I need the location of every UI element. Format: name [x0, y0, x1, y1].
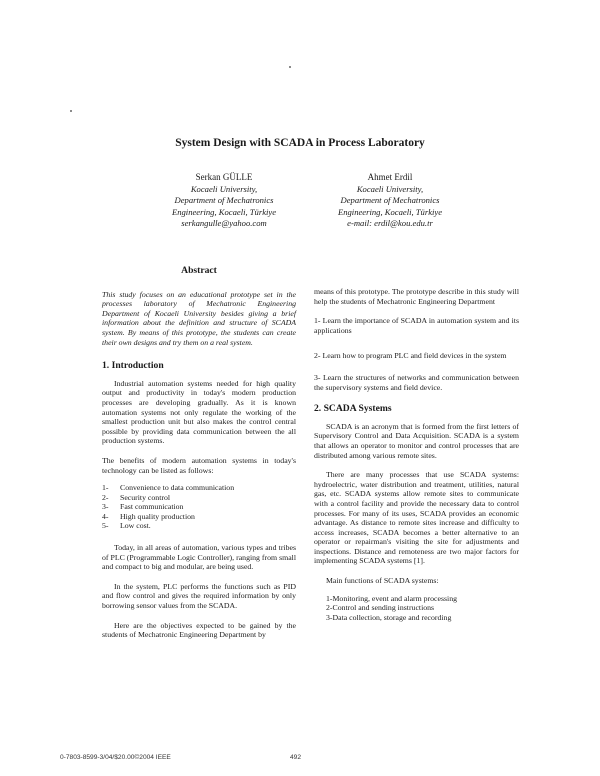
abstract-text: This study focuses on an educational prototype set in the processes laboratory of Mechatronic Engineering Department of Kocaeli University besides giving a brief information about the definition and structure of SCADA system. By means of this prototype, the students can create their own designs and try them on a real system. [102, 289, 296, 347]
right-column [314, 287, 519, 622]
left-column [102, 266, 296, 640]
list-item: 5- Low cost. [102, 521, 151, 531]
scada-paragraph-1: SCADA is an acronym that is formed from the first letters of Supervisory Control and Data Acquisition. SCADA is a system that allows an operator to monitor and control processes that are distributed among various remote sites. [314, 421, 519, 460]
list-item: 2- Security control [102, 492, 171, 502]
objective-3: 3- Learn the structures of networks and communication between the supervisory systems and field device. [314, 372, 519, 392]
list-item: 1- Convenience to data communication [102, 483, 235, 493]
objectives-intro: means of this prototype. The prototype describe in this study will help the students of Mechatronic Engineering Department [314, 287, 519, 306]
author-name: Serkan GÜLLE [195, 172, 253, 182]
intro-paragraph-2: The benefits of modern automation systems in today's technology can be listed as follows: [102, 455, 296, 475]
scan-speck [289, 66, 291, 68]
scada-paragraph-2: There are many processes that use SCADA systems: hydroelectric, water distribution and treatment, utilities, natural gas, etc. SCADA systems allow remote sites to communicate with a control facility and provide the necessary data to control processes. For many of its uses, SCADA provides an economic advantage. As distance to remote sites increase and difficulty to access increases, SCADA becomes a better alternative to an operator or repairman's visiting the site for adjustments and inspections. Distance and remoteness are two major factors for implementing SCADA systems [1]. [314, 470, 519, 566]
list-item: 2-Control and sending instructions [326, 603, 435, 613]
list-item: 3-Data collection, storage and recording [326, 612, 452, 622]
list-item: 1-Monitoring, event and alarm processing [326, 593, 457, 603]
intro-paragraph-1: Industrial automation systems needed for high quality output and productivity in today's modern production processes are developing gradually. As it is known automation systems not only regulate the working of the smallest production unit but also makes the control central possible by providing data communication between the all production systems. [102, 378, 296, 446]
paper-title: System Design with SCADA in Process Laboratory [175, 137, 425, 149]
intro-paragraph-5: Here are the objectives expected to be gained by the students of Mechatronic Engineering Department by [102, 620, 296, 640]
intro-heading: 1. Introduction [102, 360, 164, 372]
author-department: Department of Mechatronics [340, 195, 440, 205]
intro-paragraph-4: In the system, PLC performs the functions such as PID and flow control and gives the required information by only borrowing sensor values from the SCADA. [102, 581, 296, 611]
functions-list [326, 594, 519, 623]
intro-paragraph-3: Today, in all areas of automation, various types and tribes of PLC (Programmable Logic Controller), ranging from small and compact to big and modular, are being used. [102, 543, 296, 572]
author-affiliation: Kocaeli University, [356, 183, 424, 194]
benefits-list [102, 483, 296, 531]
author-department: Department of Mechatronics [174, 195, 274, 205]
objective-2: 2- Learn how to program PLC and field devices in the system [314, 351, 507, 361]
author-name: Ahmet Erdil [367, 172, 413, 182]
author-location: Engineering, Kocaeli, Türkiye [171, 206, 277, 217]
abstract-heading: Abstract [181, 265, 217, 276]
author-location: Engineering, Kocaeli, Türkiye [337, 206, 443, 217]
objective-1: 1- Learn the importance of SCADA in automation system and its applications [314, 316, 519, 335]
scada-paragraph-3: Main functions of SCADA systems: [326, 576, 439, 586]
list-item: 4- High quality production [102, 511, 195, 521]
page-number: 492 [290, 754, 302, 761]
list-item: 3- Fast communication [102, 502, 184, 512]
author-email: serkangulle@yahoo.com [181, 218, 267, 228]
scan-speck [70, 110, 72, 112]
footer-copyright: 0-7803-8599-3/04/$20.00©2004 IEEE [60, 754, 171, 761]
author-email: e-mail: erdil@kou.edu.tr [347, 218, 433, 228]
author-affiliation: Kocaeli University, [190, 183, 258, 194]
scada-heading: 2. SCADA Systems [314, 403, 392, 415]
author-2 [290, 172, 490, 230]
